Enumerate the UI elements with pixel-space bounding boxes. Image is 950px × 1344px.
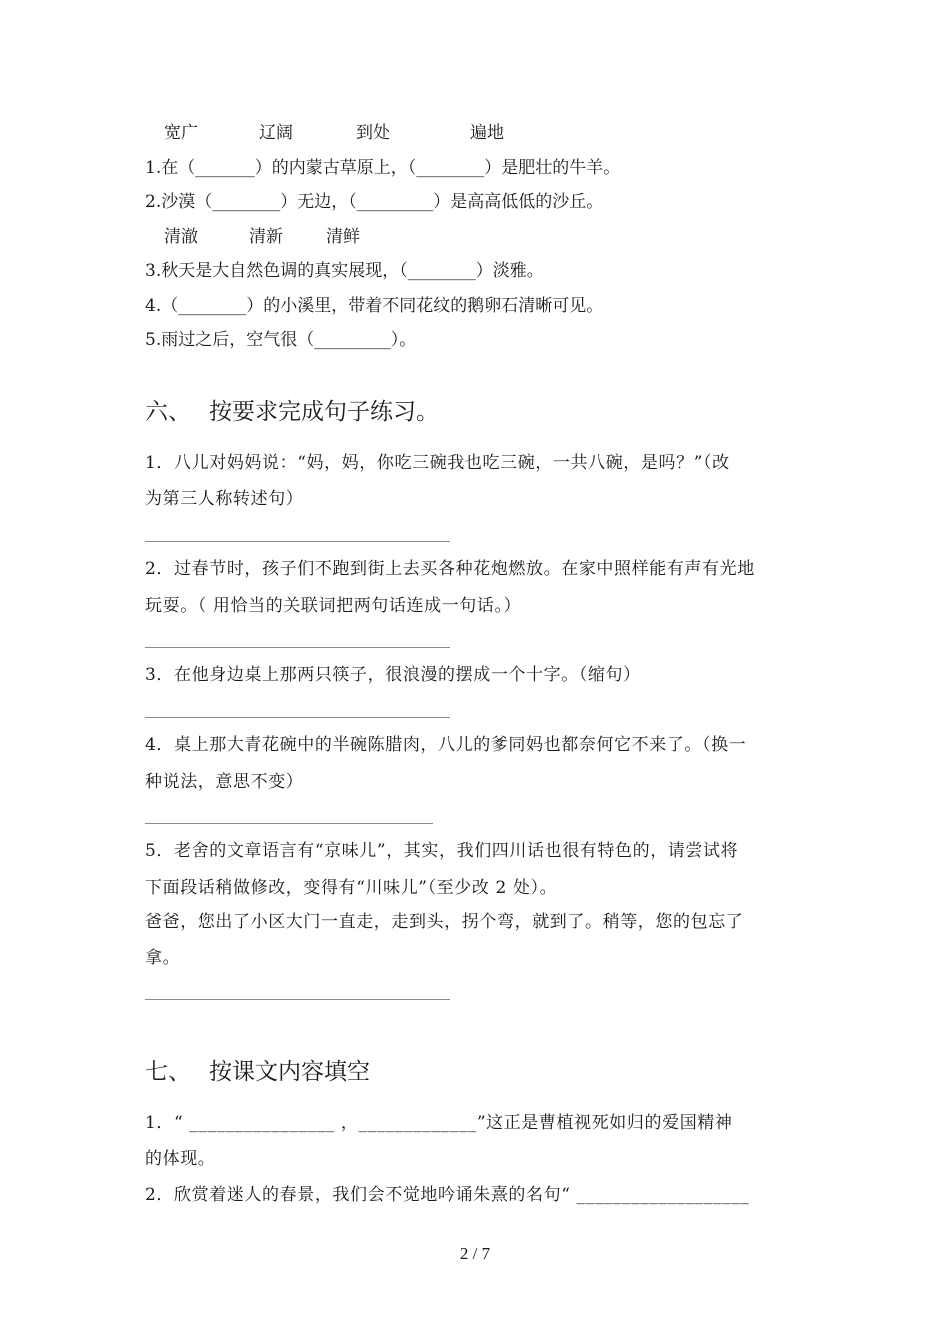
s6-q1-line2: 为第三人称转述句）: [145, 489, 304, 509]
word-option: 宽广: [164, 123, 198, 143]
word-option: 遍地: [470, 123, 504, 143]
s6-q5-line2: 下面段话稍做修改，变得有“川味儿”（至少改 2 处）。: [145, 878, 558, 898]
answer-line[interactable]: [145, 541, 450, 542]
s6-q5-line3: 爸爸，您出了小区大门一直走，走到头，拐个弯，就到了。稍等，您的包忘了: [145, 912, 744, 932]
fill-item-4: 4.（________）的小溪里，带着不同花纹的鹅卵石清晰可见。: [145, 296, 604, 316]
section-number: 七、: [145, 1059, 191, 1085]
s6-q2-line2: 玩耍。（ 用恰当的关联词把两句话连成一句话。）: [145, 596, 522, 616]
fill-item-2: 2.沙漠（________）无边，（_________）是高高低低的沙丘。: [145, 192, 604, 212]
word-option: 清澈: [164, 227, 198, 247]
page-number: 2 / 7: [459, 1244, 491, 1263]
fill-item-5: 5.雨过之后，空气很（_________）。: [145, 330, 417, 350]
s6-q5-line4: 拿。: [145, 948, 181, 968]
fill-item-3: 3.秋天是大自然色调的真实展现，（________）淡雅。: [145, 261, 544, 281]
s6-q5-line1: 5．老舍的文章语言有“京味儿”，其实，我们四川话也很有特色的，请尝试将: [145, 841, 739, 861]
s6-q3-line1: 3．在他身边桌上那两只筷子，很浪漫的摆成一个十字。（缩句）: [145, 665, 641, 685]
s7-q1-line1: 1．“ ________________ ，_____________”这正是曹植视死如归的爱国精神: [145, 1113, 733, 1133]
fill-item-1: 1.在（_______）的内蒙古草原上，（________）是肥壮的牛羊。: [145, 158, 621, 178]
s7-q1-line2: 的体现。: [145, 1149, 216, 1169]
s6-q4-line2: 种说法，意思不变）: [145, 772, 304, 792]
word-option: 清新: [249, 227, 283, 247]
section-number: 六、: [145, 399, 191, 425]
word-option: 清鲜: [326, 227, 360, 247]
section-7-heading: [145, 1057, 370, 1087]
section-6-heading: [145, 397, 439, 427]
s6-q4-line1: 4．桌上那大青花碗中的半碗陈腊肉，八儿的爹同妈也都奈何它不来了。（换一: [145, 735, 747, 755]
s6-q1-line1: 1．八儿对妈妈说：“妈，妈，你吃三碗我也吃三碗，一共八碗，是吗？”（改: [145, 453, 730, 473]
answer-line[interactable]: [145, 999, 450, 1000]
word-option: 辽阔: [259, 123, 293, 143]
answer-line[interactable]: [145, 647, 450, 648]
answer-line[interactable]: [145, 823, 433, 824]
section-title: 按要求完成句子练习。: [209, 399, 439, 425]
section-title: 按课文内容填空: [209, 1059, 370, 1085]
answer-line[interactable]: [145, 717, 450, 718]
word-option: 到处: [356, 123, 390, 143]
s7-q2-line1: 2．欣赏着迷人的春景，我们会不觉地吟诵朱熹的名句“ ___________________: [145, 1185, 750, 1205]
s6-q2-line1: 2．过春节时，孩子们不跑到街上去买各种花炮燃放。在家中照样能有声有光地: [145, 559, 755, 579]
